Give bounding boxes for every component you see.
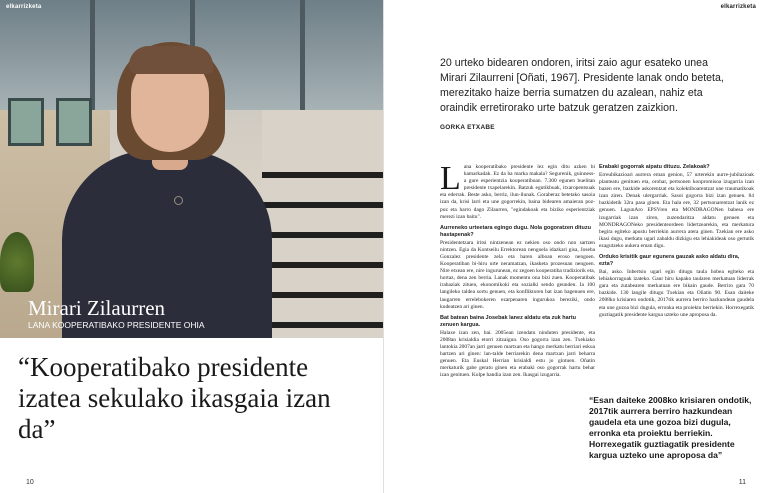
- section-tag-right: elkarrizketa: [720, 4, 756, 10]
- stair-step: [262, 322, 384, 328]
- photo-pendant: [174, 196, 183, 205]
- author-byline: GORKA ETXABE: [440, 124, 495, 131]
- wall-frame: [56, 98, 92, 146]
- article-column-2: [599, 164, 754, 322]
- window-mullion: [300, 0, 305, 110]
- interviewee-name: Mirari Zilaurren: [28, 296, 166, 320]
- section-tag-left: elkarrizketa: [6, 4, 42, 10]
- question-4: Orduko krisitik gaur egunera gauzak asko aldatu dira, ezta?: [599, 254, 740, 268]
- drop-cap: L: [440, 160, 461, 197]
- stair-step: [262, 172, 384, 178]
- page-number-right: 11: [738, 479, 746, 486]
- right-page: [384, 0, 768, 493]
- page-number-left: 10: [26, 479, 34, 486]
- stair-step: [262, 292, 384, 298]
- article-column-1: [440, 160, 595, 382]
- answer-3: Erreubikazioari aurrera eman genion, 57 urterekin aurre-jubilazioak planteatu genituen eta, orohar, pertsonen konpromisoa izugarria izan bazen ere, bazkide askorentzat eta kolektiboarentzat une traumatikoak izan ziren. Denak ulergarriak. Sasoi gogorra bizi izan genuen. 84 bazkidetik 32ra pasa ginen. Eta hala ere, 32 pertsonarentzat lanik ez genuen. LagunAro EPSVren eta MONDRAGONen babesa ere izugarriak izan ziren, zuzendaritza aldatu genuen eta MONDRAGONeko presidenteordeen lidertzearekin, eta merkatura begira egiteko apustu berriekin aurrera atera ginen. Tzekian ere asko ikasi dugu, merkatu ugari zabaldu dizkigu eta lehiakideak oso gertutik ezagutzeko aukera eman digu.: [599, 172, 754, 249]
- portrait-photo: [0, 0, 384, 338]
- answer-4: Bai, asko. Inbertsio ugari egin ditugu taula hobea egiteko eta lehiakorragoak izateko. Gaur hiru kapako taularen merkatuan liderrak gara eta zutabearen merkatuan ere bikain gaude. Berriro gara 70 bazkide. 130 langile ditugu Txekian eta Oñatin 90. Esan daiteke 2008ko krisiaren ondotik, 2017tik aurrera berriro hazkundean gaudela eta une gozoa bizi dugula, erronka eta proiektu berriekin. Horrexegatik guztiagatik presidente kargua uzteko une aproposa da.: [599, 269, 754, 318]
- question-3: Erabaki gogorrak aipatu dituzu. Zelakoak?: [599, 164, 710, 170]
- intro-text: ana kooperatibako presidente lez egin ditu azken bi hamarkadak. Ez da ba marka makala? Segurenik, guinness-a gure esperientzia kooperatiboan. 7.300 egunen buelitan presidente txapelarekin. Batzuk egutikbuak, itxaropentsuak eta ederrak. Beste asko, berriz, ilun-ilunak. Goraberaz betetako sasoia izan da, krisi larri eta une gogorrekin, baina bidearen amaieran poz-poz eta harro dago Zilaurren, "egindakoak eta biziko esperientziak merezi izan baitu".: [440, 164, 595, 220]
- window-mullion: [90, 0, 95, 110]
- stair-step: [262, 232, 384, 238]
- stair-step: [262, 202, 384, 208]
- photo-person-fringe: [129, 46, 213, 74]
- intro-paragraph: [440, 160, 595, 221]
- lead-paragraph: 20 urteko bidearen ondoren, iritsi zaio agur esateko unea Mirari Zilaurreni [Oñati, 1967]. Presidente lanak ondo beteta, merezitako haize berria sumatzen du azalean, nahiz eta oraindik erretirorako urte batzuk geratzen zaizkion.: [440, 57, 724, 114]
- question-2: Bat batean baina Josebak lanez aldatu eta zuk hartu zenuen kargua.: [440, 314, 577, 328]
- stair-step: [262, 262, 384, 268]
- answer-1: Presidentetzara iritsi nintzenean ez nekien oso ondo non sartzen nintzen. Egia da Kontseilu Errektorean nengoela idazkari gisa, Joseba Gonzalez presidente zela eta haren alboan eroso nengoen. Kooperatiban bi-hiru urte neramatzan, ikasketa prozesuan nengoen. Nire etxean ere, nire ingurunean, ez zegoen kooperatiba tradiziorik eta, hortaz, dena zen berria. Lanak momentu ona bizi zuen. Kooperatibak irabaziak zituen, ekonomikoki eta sozialki sendo geunden. Ia 100 langileko taldea sortu genuen, eta konfliktoren bat izan bagenuen ere, laugarren errelebokeren ezarpenaren ingurukoa bereziki, ondo kudeatzen ari ginen.: [440, 239, 595, 310]
- answer-2: Halaxe izan zen, bai. 2005ean izendatu ninduten presidente, eta 2008an krisialdia etorri zitzaigun. Oso gogorra izan zen. Txekiako lantokia 2007an jarri genuen martxan eta hango merkatu berriari eskua hartzen ari ginen: lan-talde berriarekin dena martxan jarri beharra genuen. Eta Euskal Herrian krisialdi estu jo gintuen. Oñatin merkaturik gabe geratu ginen eta erabaki oso gogorrak hartu behar izan genituen. Kolpe handia izan zen. Ikasgai izugarria.: [440, 329, 595, 379]
- photo-plant: [0, 232, 34, 292]
- photo-stairs: [262, 110, 384, 338]
- wall-frame: [8, 98, 44, 146]
- pull-quote: “Esan daiteke 2008ko krisiaren ondotik, 2017tik aurrera berriro hazkundean gaudela eta une gozoa bizi dugula, erronka eta proiektu berriekin. Horrexegatik guztiagatik presidente kargua uzteko une aproposa da”: [589, 395, 752, 460]
- interviewee-role: LANA KOOPERATIBAKO PRESIDENTE OHIA: [28, 320, 205, 330]
- headline-quote: “Kooperatibako presidente izatea sekulako ikasgaia izan da”: [18, 352, 331, 444]
- question-1: Aurreneko urteetara egingo dugu. Nola gogoratzen dituzu hastapenak?: [440, 224, 591, 238]
